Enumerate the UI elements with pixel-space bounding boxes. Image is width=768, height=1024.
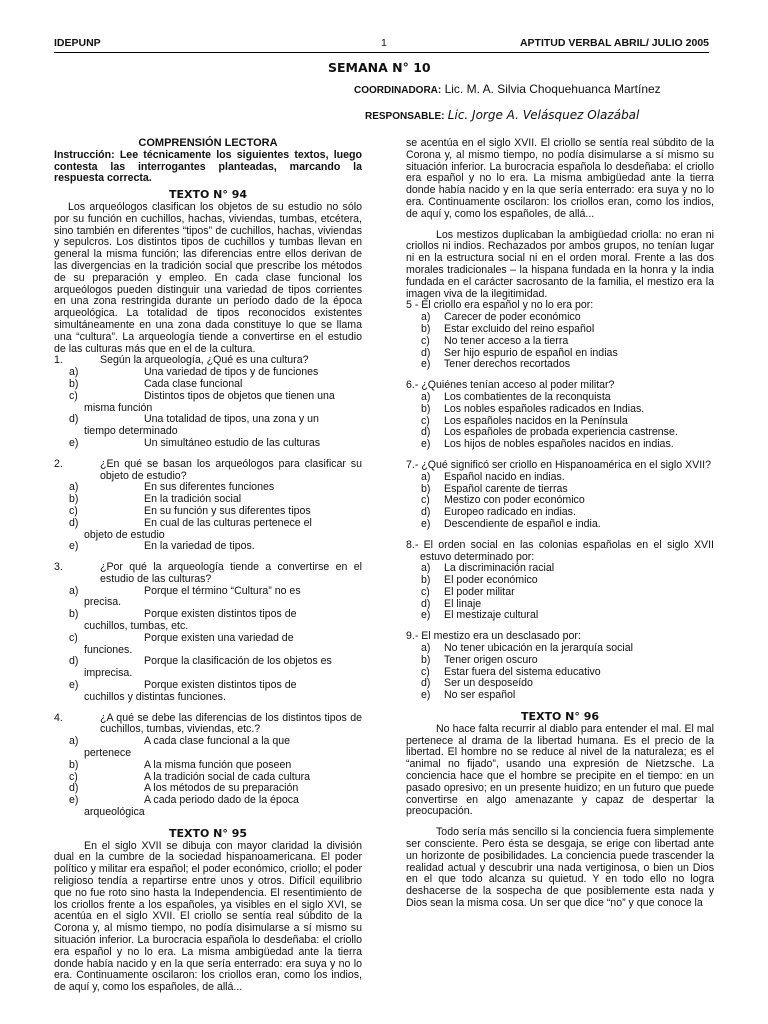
- option-text: Descendiente de español e india.: [444, 517, 601, 530]
- option-letter: c): [69, 631, 78, 644]
- right-column: [406, 138, 714, 910]
- option-letter: d): [69, 782, 79, 795]
- option-text: En la variedad de tipos.: [144, 540, 255, 553]
- option-letter: b): [421, 653, 431, 666]
- question-number: 4.: [54, 711, 63, 724]
- option-text-continued: precisa.: [84, 596, 122, 609]
- option-letter: b): [421, 482, 431, 495]
- option-text: Cada clase funcional: [144, 377, 243, 390]
- question-stem: [54, 459, 362, 483]
- question-7: [406, 460, 714, 531]
- text-94-questions: [54, 355, 362, 818]
- option-text: No tener acceso a la tierra: [444, 334, 569, 347]
- question-text: 6.- ¿Quiénes tenían acceso al poder militar?: [406, 379, 615, 392]
- answer-option: [406, 655, 714, 667]
- option-letter: d): [69, 413, 79, 426]
- option-text: Porque el término “Cultura” no es: [144, 584, 301, 597]
- option-letter: b): [421, 574, 431, 587]
- answer-option: [406, 336, 714, 348]
- text-95-questions: [406, 300, 714, 702]
- text-94-title: TEXTO N° 94: [168, 188, 248, 202]
- answer-option: [406, 519, 714, 531]
- option-text: Los españoles de probada experiencia castrense.: [444, 426, 678, 439]
- option-letter: e): [69, 679, 79, 692]
- text-95-paragraph-1-continued: se acentúa en el siglo XVII. El criollo se sentía real súbdito de la Corona y, al mismo tiempo, no podía disimularse a sí mismo su situación inferior. La burocracia española lo desdeñaba: el criollo era español y no lo era. La misma ambigüedad ante la tierra donde había nacido y en la que sería enterrado: era suya y no lo era. Continuamente oscilaron: los criollos eran, como los indios, de aquí y, como los españoles, de allá...: [406, 137, 714, 220]
- option-letter: b): [69, 608, 79, 621]
- option-text-continued: tiempo determinado: [84, 425, 178, 438]
- option-text: Carecer de poder económico: [444, 311, 581, 324]
- question-text: ¿A qué se debe las diferencias de los distintos tipos de cuchillos, tumbas, viviendas, etc.?: [100, 711, 362, 736]
- question-number: 3.: [54, 561, 63, 574]
- option-letter: d): [421, 677, 431, 690]
- answer-option: [54, 760, 362, 772]
- option-letter: d): [421, 346, 431, 359]
- question-2: [54, 459, 362, 553]
- option-text: El poder económico: [444, 574, 538, 587]
- option-letter: c): [421, 414, 430, 427]
- option-text: El linaje: [444, 597, 482, 610]
- question-text: ¿Por qué la arqueología tiende a convertirse en el estudio de las culturas?: [100, 561, 362, 585]
- question-text: 7.- ¿Qué significó ser criollo en Hispanoamérica en el siglo XVII?: [406, 458, 712, 471]
- answer-option: [54, 438, 362, 450]
- option-text: No tener ubicación en la jerarquía social: [444, 642, 634, 655]
- option-letter: b): [69, 758, 79, 771]
- option-letter: d): [69, 655, 79, 668]
- option-letter: b): [69, 493, 79, 506]
- answer-option: [54, 541, 362, 553]
- header-course: APTITUD VERBAL ABRIL/ JULIO 2005: [519, 37, 709, 49]
- option-text: Porque existen una variedad de: [144, 631, 294, 644]
- option-text: Estar excluido del reino español: [444, 322, 595, 335]
- option-text: A cada periodo dado de la época: [144, 794, 299, 807]
- option-text: Porque existen distintos tipos de: [144, 679, 297, 692]
- option-text: Español nacido en indias.: [444, 470, 565, 483]
- option-letter: e): [421, 689, 431, 702]
- option-text: Una variedad de tipos y de funciones: [144, 366, 319, 379]
- option-text: Los nobles españoles radicados en Indias.: [444, 402, 645, 415]
- week-title: SEMANA N° 10: [328, 60, 431, 75]
- option-text: Un simultáneo estudio de las culturas: [144, 436, 321, 449]
- option-letter: e): [69, 436, 79, 449]
- option-letter: c): [421, 334, 430, 347]
- option-text: Porque la clasificación de los objetos es: [144, 655, 332, 668]
- option-letter: a): [69, 584, 79, 597]
- question-1: [54, 355, 362, 449]
- option-text: Ser hijo espurio de español en indias: [444, 346, 618, 359]
- option-text: No ser español: [444, 689, 516, 702]
- option-letter: e): [421, 358, 431, 371]
- option-text: Los combatientes de la reconquista: [444, 390, 611, 403]
- text-95-title: TEXTO N° 95: [168, 826, 248, 840]
- question-number: 2.: [54, 457, 63, 470]
- option-text: Tener origen oscuro: [444, 653, 538, 666]
- option-letter: c): [421, 585, 430, 598]
- text-96-paragraph-1: No hace falta recurrir al diablo para entender el mal. El mal pertenece al drama de la libertad humana. Es el precio de la libertad. El hombre no se reduce al nivel de la naturaleza; es el “animal no fijado”, usando una expresión de Nietzsche. La conciencia hace que el hombre se precipite en el tiempo: en un pasado opresivo; en un presente huidizo; en un futuro que puede convertirse en algo amenazante y capaz de despertar la preocupación.: [406, 722, 714, 818]
- option-letter: a): [421, 311, 431, 324]
- text-94-body: Los arqueólogos clasifican los objetos de su estudio no sólo por su función en cuchillos, hachas, viviendas, tumbas, etcétera, sino también en diferentes “tipos” de cuchillos, hachas, viviendas y sepulcros. Los distintos tipos de cuchillos y tumbas llevan en general la misma función; las diferencias entre ellos derivan de las divergencias en la tradición social que prescribe los métodos de su preparación y empleo. En cada clase funcional los arqueólogos pueden distinguir una variedad de tipos corrientes en una zona restringida durante un período dado de la época arqueológica. La totalidad de tipos reconocidos existentes simultáneamente en una zona dada constituye lo que se llama una “cultura”. La arqueología tiende a convertirse en el estudio de las culturas más que en el de la cultura.: [54, 200, 362, 355]
- option-text: Europeo radicado en indias.: [444, 506, 576, 519]
- answer-option: [406, 404, 714, 416]
- option-letter: b): [421, 322, 431, 335]
- option-text-continued: cuchillos y distintas funciones.: [84, 690, 226, 703]
- responsible-line: [365, 110, 639, 123]
- question-stem: [54, 562, 362, 586]
- question-text: 5 - El criollo era español y no lo era por:: [406, 299, 594, 312]
- coordinator-label: COORDINADORA:: [354, 85, 442, 96]
- option-text: Estar fuera del sistema educativo: [444, 665, 601, 678]
- responsible-label: RESPONSABLE:: [365, 111, 445, 122]
- question-9: [406, 631, 714, 702]
- option-text: A los métodos de su preparación: [144, 782, 299, 795]
- question-text: 9.- El mestizo era un desclasado por:: [406, 630, 581, 643]
- option-letter: c): [69, 389, 78, 402]
- page-number: 1: [381, 37, 387, 49]
- question-number: 1.: [54, 354, 63, 367]
- question-stem: [54, 713, 362, 737]
- option-letter: d): [421, 506, 431, 519]
- option-letter: a): [421, 562, 431, 575]
- option-text: A cada clase funcional a la que: [144, 735, 291, 748]
- page-header: [54, 38, 709, 53]
- answer-option: [406, 610, 714, 622]
- question-5: [406, 300, 714, 371]
- option-letter: a): [421, 470, 431, 483]
- option-letter: e): [69, 794, 79, 807]
- coordinator-line: [354, 82, 714, 98]
- text-96-title: TEXTO N° 96: [520, 710, 600, 724]
- option-text-continued: objeto de estudio: [84, 528, 165, 541]
- option-text: Los hijos de nobles españoles nacidos en indias.: [444, 438, 674, 451]
- option-text: En su función y sus diferentes tipos: [144, 504, 311, 517]
- option-letter: a): [421, 390, 431, 403]
- option-text-continued: cuchillos, tumbas, etc.: [84, 620, 189, 633]
- text-96-paragraph-2: Todo sería más sencillo si la conciencia fuera simplemente ser consciente. Pero ésta se desgaja, se erige con libertad ante un horizonte de posibilidades. La conciencia puede trascender la realidad actual y descubrir una nada vertiginosa, o bien un Dios en el que todo alcanza su quietud. Y en todo ello no logra deshacerse de la sospecha de que posiblemente esta nada y Dios sean la misma cosa. Un ser que dice “no” y que conoce la: [406, 826, 714, 910]
- answer-option: [406, 359, 714, 371]
- answer-option: [406, 690, 714, 702]
- option-text: El poder militar: [444, 585, 515, 598]
- responsible-name: Lic. Jorge A. Velásquez Olazábal: [447, 108, 640, 122]
- option-text-continued: arqueológica: [84, 806, 145, 819]
- option-letter: a): [69, 735, 79, 748]
- option-letter: e): [421, 609, 431, 622]
- option-text: La discriminación racial: [444, 562, 555, 575]
- text-95-paragraph-1: En el siglo XVII se dibuja con mayor claridad la división dual en la cumbre de la sociedad hispanoamericana. El poder político y militar era español; el poder económico, criollo; el poder religioso tendía a repartirse entre unos y otros. Difícil equilibrio que no fue roto sino hasta la Independencia. El resentimiento de los criollos frente a los españoles, ya visibles en el siglo XVI, se acentúa en el siglo XVII. El criollo se sentía real súbdito de la Corona y, al mismo tiempo, no podía disimularse a sí mismo su situación inferior. La burocracia española lo desdeñaba: el criollo era español y no lo era. La misma ambigüedad ante la tierra donde había nacido y en la que sería enterrado: era suya y no lo era. Continuamente oscilaron: los criollos eran, como los indios, de aquí y, como los españoles, de allá...: [54, 839, 362, 994]
- option-letter: d): [421, 597, 431, 610]
- option-text: Los españoles nacidos en la Península: [444, 414, 628, 427]
- option-text: En cual de las culturas pertenece el: [144, 516, 312, 529]
- option-text: En la tradición social: [144, 493, 242, 506]
- option-letter: c): [69, 770, 78, 783]
- option-text: Porque existen distintos tipos de: [144, 608, 297, 621]
- option-text: Distintos tipos de objetos que tienen una: [144, 389, 335, 402]
- answer-option: [54, 506, 362, 518]
- option-text: Una totalidad de tipos, una zona y un: [144, 413, 319, 426]
- coordinator-name: Lic. M. A. Silvia Choquehuanca Martínez: [444, 82, 661, 96]
- question-text: Según la arqueología, ¿Qué es una cultura?: [100, 354, 309, 367]
- question-8: [406, 540, 714, 623]
- answer-option: [54, 633, 362, 645]
- question-4: [54, 713, 362, 819]
- question-6: [406, 380, 714, 451]
- option-text: Mestizo con poder económico: [444, 494, 585, 507]
- question-3: [54, 562, 362, 704]
- option-text: Tener derechos recortados: [444, 358, 571, 371]
- answer-option: [54, 391, 362, 403]
- option-letter: e): [421, 438, 431, 451]
- option-text-continued: misma función: [84, 401, 153, 414]
- answer-option: [406, 472, 714, 484]
- answer-option: [406, 587, 714, 599]
- text-95-paragraph-2: Los mestizos duplicaban la ambigüedad criolla: no eran ni criollos ni indios. Rechazados por ambos grupos, no tenían lugar ni en la estructura social ni en el orden moral. Frente a las dos morales tradicionales – la hispana fundada en la honra y la india fundada en el carácter sacrosanto de la familia, el mestizo era la imagen viva de la ilegitimidad.: [406, 228, 714, 300]
- option-letter: a): [69, 366, 79, 379]
- option-letter: d): [69, 516, 79, 529]
- option-text: A la tradición social de cada cultura: [144, 770, 311, 783]
- option-letter: b): [421, 402, 431, 415]
- option-text: Ser un desposeído: [444, 677, 533, 690]
- header-institution: IDEPUNP: [54, 37, 101, 49]
- option-text: En sus diferentes funciones: [144, 481, 275, 494]
- option-letter: c): [421, 665, 430, 678]
- section-title: COMPRENSIÓN LECTORA: [138, 137, 278, 149]
- option-text: Español carente de tierras: [444, 482, 568, 495]
- option-text: El mestizaje cultural: [444, 609, 539, 622]
- option-text: A la misma función que poseen: [144, 758, 292, 771]
- option-text-continued: funciones.: [84, 643, 133, 656]
- option-text-continued: imprecisa.: [84, 667, 133, 680]
- question-text: ¿En qué se basan los arqueólogos para clasificar su objeto de estudio?: [100, 457, 362, 482]
- option-letter: a): [69, 481, 79, 494]
- instruction: Instrucción: Lee técnicamente los siguientes textos, luego contesta las interrogantes planteadas, marcando la respuesta correcta.: [54, 148, 362, 185]
- option-letter: b): [69, 377, 79, 390]
- option-letter: c): [69, 504, 78, 517]
- option-letter: e): [69, 540, 79, 553]
- answer-option: [54, 518, 362, 530]
- option-letter: c): [421, 494, 430, 507]
- answer-option: [406, 324, 714, 336]
- answer-option: [54, 379, 362, 391]
- option-letter: d): [421, 426, 431, 439]
- option-letter: a): [421, 642, 431, 655]
- option-letter: e): [421, 517, 431, 530]
- answer-option: [406, 392, 714, 404]
- left-column: [54, 137, 362, 994]
- question-text: 8.- El orden social en las colonias españolas en el siglo XVII estuvo determinado por:: [406, 538, 714, 563]
- option-text-continued: pertenece: [84, 747, 132, 760]
- answer-option: [406, 439, 714, 451]
